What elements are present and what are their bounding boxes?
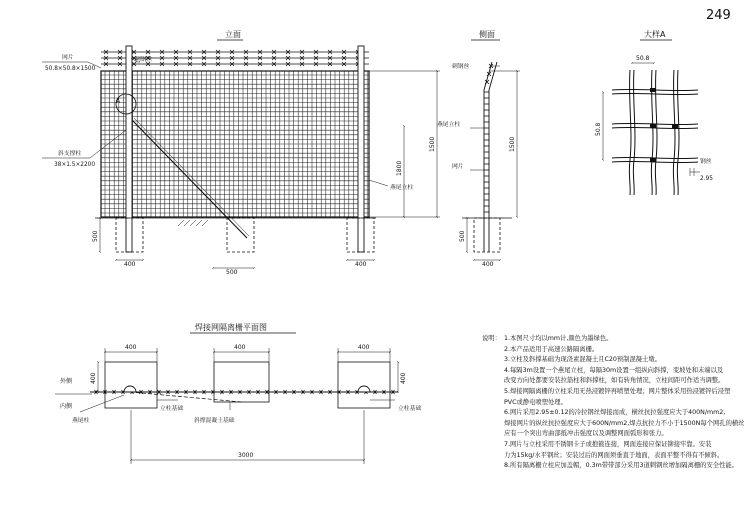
side-title: 侧面: [479, 30, 495, 39]
mesh-grid: [101, 71, 369, 217]
plan-dim-2: 400: [234, 344, 246, 351]
side-dim-footing: 400: [482, 261, 494, 268]
detail-dim-h: 50.8: [636, 55, 650, 62]
side-label-barbed-wire: 刺钢丝: [452, 64, 470, 70]
notes-block: [482, 334, 744, 472]
label-mesh-panel: 网片: [62, 55, 74, 61]
notes-line-1: 说明： 1.本图尺寸均以mm计,颜色为墨绿色。: [482, 334, 744, 345]
detail-dim-wire: 2.95: [700, 176, 713, 182]
label-mesh-size: 50.8×50.8×1500: [45, 66, 96, 72]
plan-dim-width-2: 400: [400, 372, 407, 384]
plan-label-end-post: 燕尾柱: [72, 418, 90, 424]
plan-footings: [105, 362, 390, 408]
side-dim-height: 1500: [509, 136, 516, 152]
notes-line-10: 应有一个突出弯曲部抵冲击强度以及调整网面弧形和张力。: [504, 430, 668, 438]
dim-footing-a: 400: [124, 261, 136, 268]
detail-label-wire: 钢丝: [700, 159, 712, 165]
notes-line-6: 5.焊接网隔离栅的立柱采用无热浸镀锌再喷塑处理；网片整体采用热浸镀锌后浸塑: [504, 387, 731, 395]
plan-label-outside: 外侧: [60, 378, 73, 385]
detail-a-view: [595, 29, 713, 195]
label-brace-size: 38×1.5×2200: [54, 162, 96, 168]
elevation-footings: [116, 218, 374, 252]
notes-line-3: 3.立柱及斜撑基础为现浇素混凝土且C20预制混凝土墩。: [504, 356, 661, 364]
detail-dim-v: 50.8: [595, 122, 602, 136]
side-view: [437, 29, 520, 268]
dim-height-mesh: 1800: [396, 160, 403, 176]
label-barbed-wire: 刺钢丝: [135, 57, 153, 63]
plan-label-brace-footing: 斜撑混凝土基础: [194, 418, 235, 424]
plan-dim-span: 3000: [238, 452, 254, 459]
notes-line-4: 4.每隔3m设置一个燕尾立柱，每隔30m设置一组纵向斜撑，变坡处和末端以及: [504, 366, 724, 374]
elevation-posts: [126, 46, 364, 252]
notes-line-2: 2.本产品适用于高速公路隔离栅。: [504, 345, 599, 353]
plan-label-post-footing-1: 立柱基础: [160, 406, 184, 412]
dim-footing-b: 500: [226, 269, 238, 276]
dim-base-depth: 500: [92, 230, 99, 242]
plan-label-post-footing-2: 立柱基础: [398, 406, 422, 412]
side-label-end-post: 燕尾立柱: [437, 122, 461, 128]
notes-line-7: PVC或静电喷塑处理。: [504, 398, 567, 406]
svg-text:A: A: [116, 98, 121, 105]
notes-line-12: 力为15kg/水平钢丝；安装过后的网面须垂直于地面，表面平整不得有不倾斜。: [504, 451, 724, 459]
side-label-mesh: 网片: [452, 164, 464, 170]
notes-line-8: 6.网片采用2.95±0.12的冷拉钢丝焊接而成，横丝抗拉强度应大于400N/mm2,: [504, 409, 726, 417]
plan-view: [55, 322, 421, 464]
plan-title: 焊接网隔离栅平面图: [195, 323, 267, 332]
dim-footing-c: 400: [355, 261, 367, 268]
dim-height-total: 1500: [429, 136, 436, 152]
plan-dim-3: 400: [358, 344, 370, 351]
plan-label-inside: 内侧: [60, 403, 73, 410]
elevation-title: 立面: [225, 30, 241, 39]
label-brace: 斜支撑柱: [58, 151, 82, 157]
detail-title: 大样A: [644, 30, 666, 39]
notes-line-5: 改变方向处都要安装拉筋柱和斜撑柱，如有转角情况，立柱间距可作适当调整。: [504, 377, 725, 385]
notes-line-11: 7.网片与立柱采用不锈钢卡子或抱箍连接，网面连接应保证铆接牢靠。安装: [504, 440, 712, 448]
plan-dim-width-1: 400: [90, 372, 97, 384]
notes-heading: 说明：: [482, 335, 501, 342]
plan-dim-1: 400: [125, 344, 137, 351]
side-dim-base: 500: [459, 230, 466, 242]
page-number: 249: [706, 8, 731, 23]
label-end-post: 燕尾立柱: [390, 185, 414, 191]
notes-line-9: 焊接网片的纵丝抗拉强度应大于600N/mm2,焊点抗拉力不小于1500N每个网孔的横丝: [504, 419, 744, 427]
notes-line-13: 8.所有隔离栅立柱应加盖帽，0.3m带带部分采用3道刺钢丝增加隔离栅的安全性能。: [504, 462, 738, 470]
elevation-view: [42, 29, 440, 276]
